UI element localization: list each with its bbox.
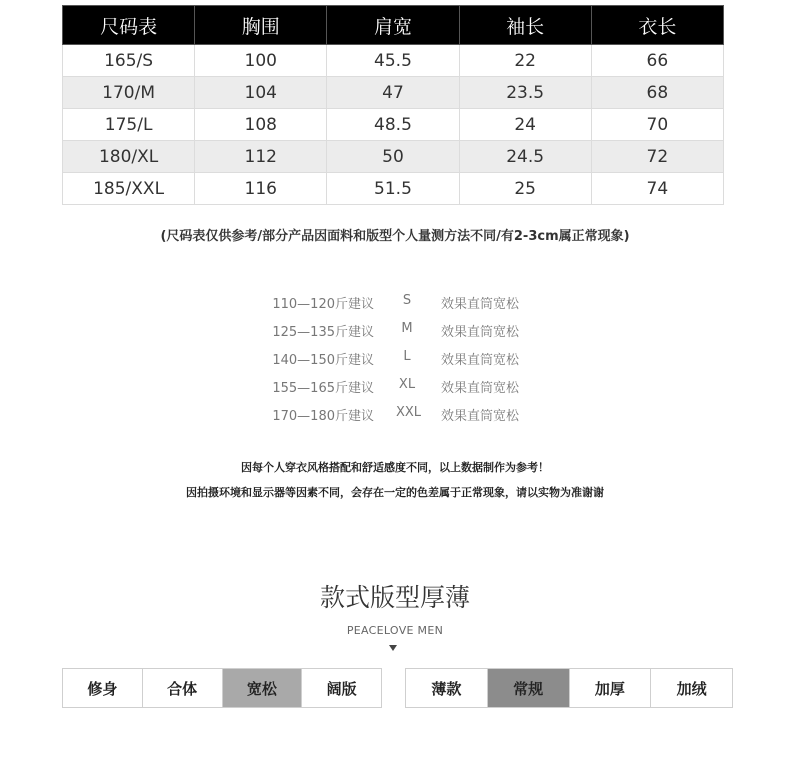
disclaimer-line-1: 因每个人穿衣风格搭配和舒适感度不同，以上数据制作为参考！	[241, 461, 549, 474]
fit-effect: 效果直筒宽松	[441, 297, 520, 312]
cell-length: 74	[591, 173, 723, 205]
fit-option-loose-selected: 宽松	[223, 669, 303, 707]
header-size: 尺码表	[63, 6, 195, 45]
list-item	[0, 316, 790, 344]
disclaimer-line-2: 因拍摄环境和显示器等因素不同，会存在一定的色差属于正常现象，请以实物为准谢谢	[186, 486, 604, 499]
cell-shoulder: 47	[327, 77, 459, 109]
size-chart-table	[62, 5, 724, 205]
weight-range: 125—135斤建议	[272, 325, 374, 340]
table-row	[63, 173, 724, 205]
size-chart-header-row	[63, 6, 724, 45]
suggested-size: XL	[398, 377, 416, 392]
table-row	[63, 109, 724, 141]
table-row	[63, 77, 724, 109]
cell-sleeve: 23.5	[459, 77, 591, 109]
table-row	[63, 45, 724, 77]
cell-size: 180/XL	[63, 141, 195, 173]
cell-size: 185/XXL	[63, 173, 195, 205]
header-sleeve: 袖长	[459, 6, 591, 45]
thickness-option-regular-selected: 常规	[488, 669, 570, 707]
section-title: 款式版型厚薄	[319, 583, 470, 612]
fit-effect: 效果直筒宽松	[441, 325, 520, 340]
cell-length: 70	[591, 109, 723, 141]
list-item	[0, 344, 790, 372]
cell-length: 72	[591, 141, 723, 173]
cell-length: 66	[591, 45, 723, 77]
fit-effect: 效果直筒宽松	[441, 409, 520, 424]
weight-range: 170—180斤建议	[272, 409, 374, 424]
cell-size: 165/S	[63, 45, 195, 77]
suggested-size: L	[403, 349, 411, 364]
thickness-option-fleece: 加绒	[651, 669, 732, 707]
list-item	[0, 372, 790, 400]
cell-chest: 104	[195, 77, 327, 109]
fit-effect: 效果直筒宽松	[441, 381, 520, 396]
table-row	[63, 141, 724, 173]
weight-suggestion-list	[0, 288, 790, 428]
triangle-down-icon	[389, 645, 397, 651]
suggested-size: XXL	[396, 405, 422, 420]
weight-range: 140—150斤建议	[272, 353, 374, 368]
weight-range: 155—165斤建议	[272, 381, 374, 396]
list-item	[0, 400, 790, 428]
fit-option-slim: 修身	[63, 669, 143, 707]
cell-chest: 108	[195, 109, 327, 141]
cell-sleeve: 25	[459, 173, 591, 205]
cell-chest: 112	[195, 141, 327, 173]
fit-option-group	[62, 668, 382, 708]
list-item	[0, 288, 790, 316]
cell-length: 68	[591, 77, 723, 109]
cell-sleeve: 24	[459, 109, 591, 141]
cell-shoulder: 50	[327, 141, 459, 173]
cell-chest: 116	[195, 173, 327, 205]
thickness-option-thick: 加厚	[570, 669, 652, 707]
cell-shoulder: 45.5	[327, 45, 459, 77]
fit-option-wide: 阔版	[302, 669, 381, 707]
section-subtitle: PEACELOVE MEN	[346, 624, 444, 637]
suggested-size: S	[402, 293, 412, 308]
cell-shoulder: 51.5	[327, 173, 459, 205]
cell-sleeve: 24.5	[459, 141, 591, 173]
cell-size: 175/L	[63, 109, 195, 141]
thickness-option-thin: 薄款	[406, 669, 488, 707]
cell-sleeve: 22	[459, 45, 591, 77]
cell-chest: 100	[195, 45, 327, 77]
cell-shoulder: 48.5	[327, 109, 459, 141]
header-chest: 胸围	[195, 6, 327, 45]
thickness-option-group	[405, 668, 733, 708]
size-chart-note: (尺码表仅供参考/部分产品因面料和版型个人量测方法不同/有2-3cm属正常现象)	[160, 229, 630, 244]
suggested-size: M	[401, 321, 413, 336]
header-shoulder: 肩宽	[327, 6, 459, 45]
fit-option-regular: 合体	[143, 669, 223, 707]
cell-size: 170/M	[63, 77, 195, 109]
header-length: 衣长	[591, 6, 723, 45]
fit-effect: 效果直筒宽松	[441, 353, 520, 368]
weight-range: 110—120斤建议	[272, 297, 374, 312]
